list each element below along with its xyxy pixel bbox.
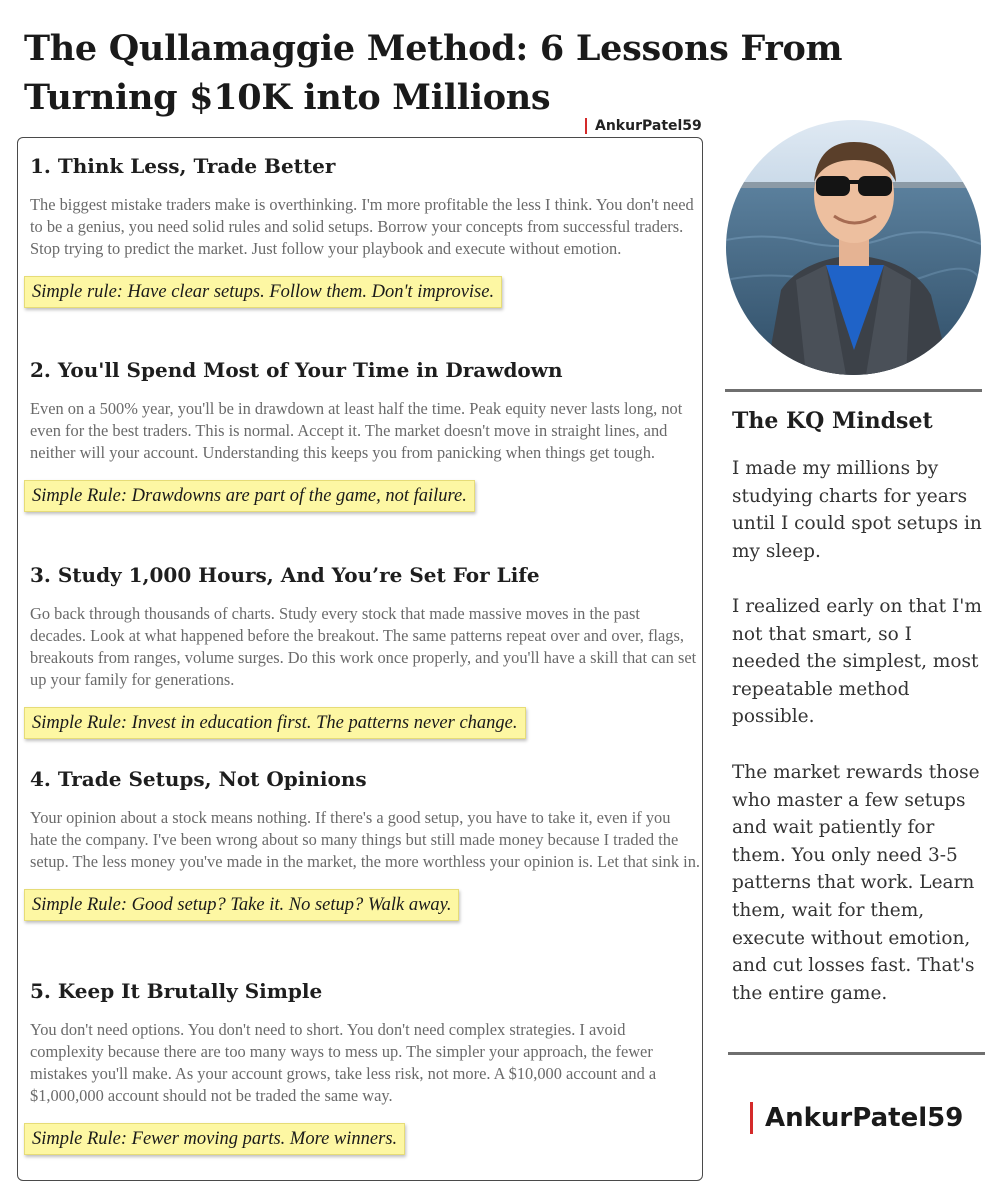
sidebar-heading: The KQ Mindset	[732, 408, 933, 434]
simple-rule-highlight: Simple rule: Have clear setups. Follow them. Don't improvise.	[24, 276, 502, 308]
lesson-body: The biggest mistake traders make is overthinking. I'm more profitable the less I think. You don't need to be a genius, you need solid rules and solid setups. Borrow your concepts from successful traders. Stop trying to predict the market. Just follow your playbook and execute without emotion.	[30, 195, 694, 258]
page-title: The Qullamaggie Method: 6 Lessons From Turning $10K into Millions	[24, 28, 843, 118]
lesson-1	[30, 152, 700, 308]
simple-rule-highlight: Simple Rule: Invest in education first. The patterns never change.	[24, 707, 526, 739]
lessons-panel	[17, 137, 703, 1181]
lesson-heading: 2. You'll Spend Most of Your Time in Drawdown	[30, 358, 563, 382]
sidebar-paragraph-2: I realized early on that I'm not that smart, so I needed the simplest, most repeatable method possible.	[732, 596, 982, 728]
sidebar-divider-bottom	[728, 1052, 985, 1055]
author-photo-illustration	[726, 120, 981, 375]
lesson-4	[30, 765, 700, 921]
lesson-body: Your opinion about a stock means nothing. If there's a good setup, you have to take it, even if you hate the company. I've been wrong about so many things but still made money because I traded the setup. The less money you've made in the market, the more worthless your opinion is. Let that sink in.	[30, 808, 700, 871]
lesson-5	[30, 977, 700, 1155]
lesson-body: Go back through thousands of charts. Study every stock that made massive moves in the past decades. Look at what happened before the breakout. The same patterns repeat over and over, flags, breakouts from ranges, volume surges. Do this work once properly, and you'll have a skill that can set up your family for generations.	[30, 604, 697, 689]
sidebar-paragraph-3: The market rewards those who master a few setups and wait patiently for them. You only need 3-5 patterns that work. Learn them, wait for them, execute without emotion, and cut losses fast. That's the entire game.	[732, 762, 980, 1004]
simple-rule-highlight: Simple Rule: Good setup? Take it. No setup? Walk away.	[24, 889, 459, 921]
lesson-heading: 1. Think Less, Trade Better	[30, 154, 336, 178]
lesson-body: You don't need options. You don't need to short. You don't need complex strategies. I avoid complexity because there are too many ways to mess up. The simpler your approach, the fewer mistakes you'll make. As your account grows, take less risk, not more. A $10,000 account and a $1,000,000 account should not be traded the same way.	[30, 1020, 657, 1105]
sidebar-divider-top	[725, 389, 982, 392]
author-handle-bottom: AnkurPatel59	[750, 1102, 963, 1134]
author-avatar	[726, 120, 981, 375]
lesson-body: Even on a 500% year, you'll be in drawdown at least half the time. Peak equity never lasts long, not even for the best traders. This is normal. Accept it. The market doesn't move in straight lines, and neither will your account. Understanding this keeps you from panicking when things get tough.	[30, 399, 683, 462]
lesson-heading: 3. Study 1,000 Hours, And You’re Set For Life	[30, 563, 540, 587]
simple-rule-highlight: Simple Rule: Drawdowns are part of the game, not failure.	[24, 480, 475, 512]
lesson-heading: 5. Keep It Brutally Simple	[30, 979, 323, 1003]
lesson-3	[30, 561, 700, 739]
lesson-2	[30, 356, 700, 512]
lesson-heading: 4. Trade Setups, Not Opinions	[30, 767, 367, 791]
simple-rule-highlight: Simple Rule: Fewer moving parts. More winners.	[24, 1123, 405, 1155]
author-handle-top: AnkurPatel59	[585, 118, 702, 134]
sidebar-paragraph-1: I made my millions by studying charts for years until I could spot setups in my sleep.	[732, 458, 982, 562]
